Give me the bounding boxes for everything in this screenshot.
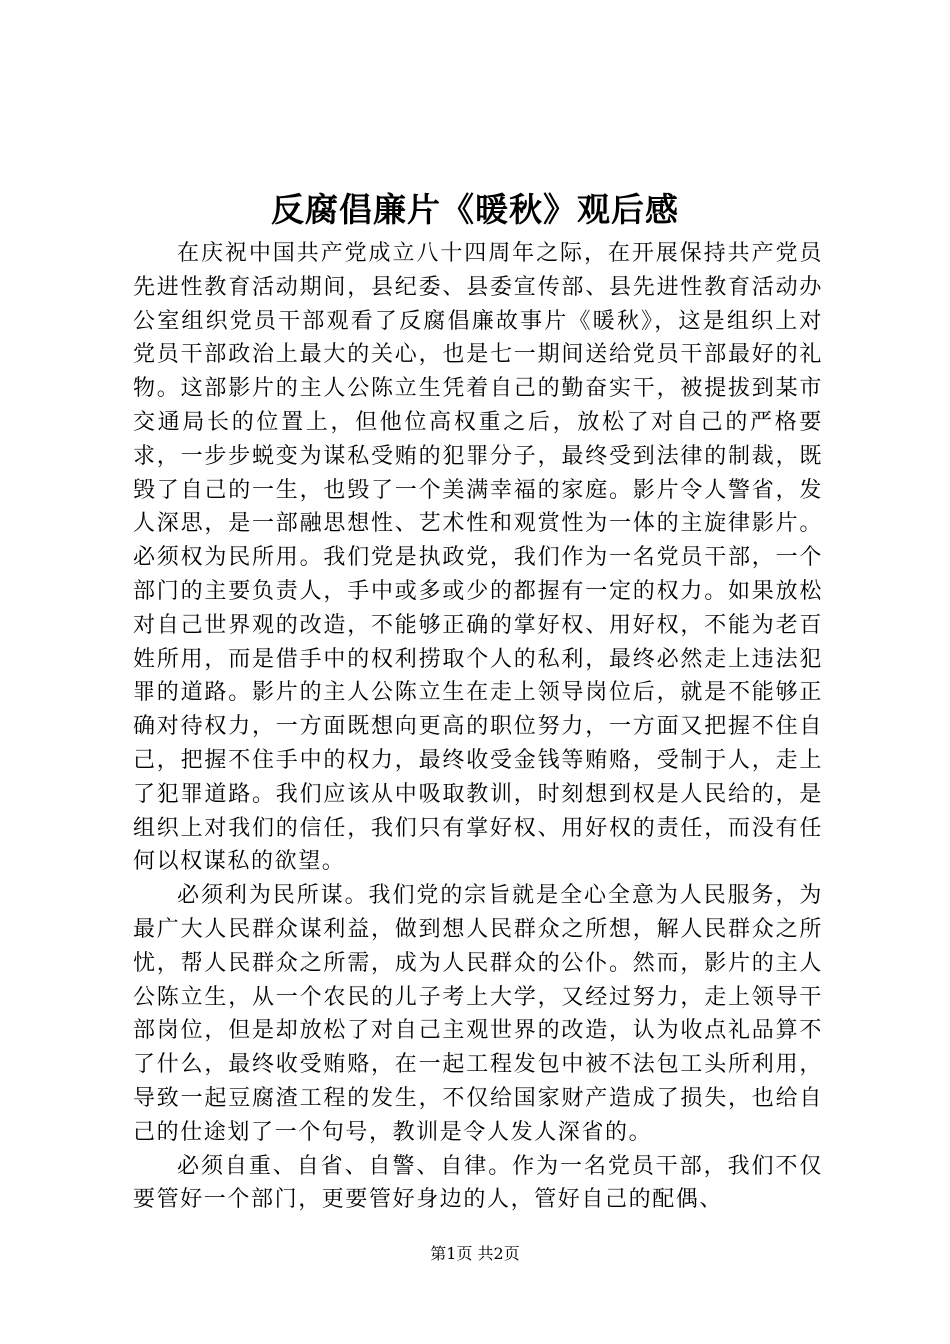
paragraph-3: 必须自重、自省、自警、自律。作为一名党员干部，我们不仅要管好一个部门，更要管好身边的人，管好自己的配偶、 <box>133 1153 823 1213</box>
page-number: 第1页 共2页 <box>430 1244 520 1263</box>
paragraph-1: 在庆祝中国共产党成立八十四周年之际，在开展保持共产党员先进性教育活动期间，县纪委、县委宣传部、县先进性教育活动办公室组织党员干部观看了反腐倡廉故事片《暖秋》，这是组织上对党员干部政治上最大的关心，也是七一期间送给党员干部最好的礼物。这部影片的主人公陈立生凭着自己的勤奋实干，被提拔到某市交通局长的位置上，但他位高权重之后，放松了对自己的严格要求，一步步蜕变为谋私受贿的犯罪分子，最终受到法律的制裁，既毁了自己的一生，也毁了一个美满幸福的家庭。影片令人警省，发人深思，是一部融思想性、艺术性和观赏性为一体的主旋律影片。必须权为民所用。我们党是执政党，我们作为一名党员干部，一个部门的主要负责人，手中或多或少的都握有一定的权力。如果放松对自己世界观的改造，不能够正确的掌好权、用好权，不能为老百姓所用，而是借手中的权利捞取个人的私利，最终必然走上违法犯罪的道路。影片的主人公陈立生在走上领导岗位后，就是不能够正确对待权力，一方面既想向更高的职位努力，一方面又把握不住自己，把握不住手中的权力，最终收受金钱等贿赂，受制于人，走上了犯罪道路。我们应该从中吸取教训，时刻想到权是人民给的，是组织上对我们的信任，我们只有掌好权、用好权的责任，而没有任何以权谋私的欲望。 <box>133 241 823 875</box>
document-title: 反腐倡廉片《暖秋》观后感 <box>271 190 679 229</box>
paragraph-2: 必须利为民所谋。我们党的宗旨就是全心全意为人民服务，为最广大人民群众谋利益，做到想人民群众之所想，解人民群众之所忧，帮人民群众之所需，成为人民群众的公仆。然而，影片的主人公陈立生，从一个农民的儿子考上大学，又经过努力，走上领导干部岗位，但是却放松了对自己主观世界的改造，认为收点礼品算不了什么，最终收受贿赂，在一起工程发包中被不法包工头所利用，导致一起豆腐渣工程的发生，不仅给国家财产造成了损失，也给自己的仕途划了一个句号，教训是令人发人深省的。 <box>133 883 823 1145</box>
document-body <box>133 237 823 1217</box>
